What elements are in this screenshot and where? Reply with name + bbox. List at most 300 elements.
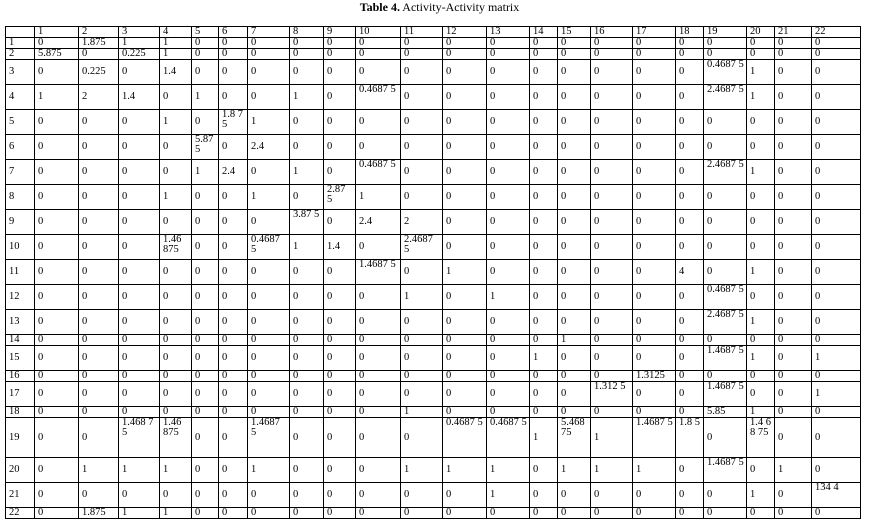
matrix-cell: 0	[775, 160, 812, 185]
matrix-cell: 0	[248, 60, 290, 85]
matrix-cell: 1	[530, 346, 558, 371]
matrix-cell: 1	[747, 483, 775, 508]
matrix-cell: 0	[119, 483, 160, 508]
matrix-cell: 0	[487, 60, 530, 85]
matrix-cell: 0	[248, 310, 290, 335]
column-header-1: 1	[35, 27, 79, 38]
matrix-cell: 0	[35, 110, 79, 135]
row-header-cell: 8	[6, 185, 35, 210]
matrix-cell: 0	[160, 371, 192, 382]
matrix-cell: 1.8 75	[219, 110, 248, 135]
matrix-cell: 0	[290, 382, 324, 407]
matrix-cell: 0	[704, 135, 747, 160]
matrix-cell: 1	[160, 110, 192, 135]
matrix-cell: 1	[119, 38, 160, 49]
matrix-cell: 0	[119, 210, 160, 235]
matrix-cell: 1.4687 5	[633, 418, 676, 458]
matrix-cell: 0	[487, 135, 530, 160]
row-header-cell: 18	[6, 407, 35, 418]
matrix-cell: 0	[290, 483, 324, 508]
table-row	[6, 160, 861, 185]
matrix-cell: 0	[558, 310, 591, 335]
matrix-cell: 0	[119, 382, 160, 407]
matrix-cell: 0	[248, 346, 290, 371]
matrix-cell: 0	[591, 346, 633, 371]
matrix-cell: 0	[290, 135, 324, 160]
row-header-cell: 2	[6, 49, 35, 60]
matrix-cell: 1.875	[79, 38, 119, 49]
matrix-cell: 0	[192, 110, 219, 135]
matrix-cell: 0.4687 5	[356, 85, 401, 110]
matrix-cell: 0	[324, 49, 356, 60]
matrix-cell: 0	[530, 310, 558, 335]
matrix-cell: 0	[812, 110, 861, 135]
matrix-cell: 2.4	[248, 135, 290, 160]
matrix-cell: 0	[219, 260, 248, 285]
table-row	[6, 235, 861, 260]
matrix-cell: 5.468 75	[558, 418, 591, 458]
matrix-cell: 0	[119, 407, 160, 418]
matrix-cell: 0	[401, 85, 443, 110]
matrix-cell: 0	[812, 371, 861, 382]
matrix-cell: 0	[356, 110, 401, 135]
matrix-cell: 2.4687 5	[401, 235, 443, 260]
matrix-cell: 0	[290, 371, 324, 382]
matrix-cell: 0	[812, 418, 861, 458]
matrix-cell: 0	[192, 49, 219, 60]
matrix-cell: 0.4687 5	[704, 285, 747, 310]
matrix-cell: 0	[558, 508, 591, 519]
matrix-cell: 0	[79, 110, 119, 135]
matrix-cell: 2.4	[219, 160, 248, 185]
matrix-cell: 0	[704, 508, 747, 519]
column-header-18: 18	[676, 27, 704, 38]
matrix-cell: 0	[119, 346, 160, 371]
matrix-cell: 0	[324, 508, 356, 519]
matrix-cell: 0	[443, 210, 487, 235]
matrix-cell: 0	[443, 49, 487, 60]
row-header-cell: 16	[6, 371, 35, 382]
table-row	[6, 310, 861, 335]
matrix-cell: 0	[35, 160, 79, 185]
matrix-cell: 1	[558, 335, 591, 346]
matrix-cell: 0	[160, 382, 192, 407]
table-row	[6, 382, 861, 407]
matrix-cell: 0	[591, 210, 633, 235]
matrix-cell: 0	[290, 110, 324, 135]
matrix-cell: 0	[747, 235, 775, 260]
matrix-cell: 1.4	[119, 85, 160, 110]
matrix-cell: 0	[401, 160, 443, 185]
matrix-cell: 0	[591, 508, 633, 519]
row-header-cell: 11	[6, 260, 35, 285]
matrix-cell: 0	[119, 60, 160, 85]
matrix-cell: 1	[747, 346, 775, 371]
table-caption-text: Activity-Activity matrix	[399, 0, 520, 14]
matrix-cell: 0	[530, 407, 558, 418]
matrix-cell: 0	[775, 407, 812, 418]
matrix-cell: 0	[704, 260, 747, 285]
matrix-cell: 2.4687 5	[704, 160, 747, 185]
matrix-cell: 0	[530, 210, 558, 235]
matrix-cell: 0	[290, 38, 324, 49]
matrix-cell: 0	[530, 60, 558, 85]
matrix-cell: 0	[676, 110, 704, 135]
matrix-cell: 0	[248, 49, 290, 60]
matrix-cell: 0	[160, 210, 192, 235]
matrix-cell: 0	[775, 185, 812, 210]
matrix-cell: 1	[119, 508, 160, 519]
matrix-cell: 0	[676, 185, 704, 210]
matrix-cell: 1	[160, 38, 192, 49]
matrix-cell: 1	[591, 458, 633, 483]
matrix-cell: 0	[290, 285, 324, 310]
matrix-cell: 0	[747, 371, 775, 382]
matrix-cell: 0	[812, 235, 861, 260]
matrix-cell: 0	[79, 371, 119, 382]
matrix-cell: 0	[487, 38, 530, 49]
matrix-cell: 0	[324, 135, 356, 160]
matrix-cell: 1	[290, 85, 324, 110]
matrix-cell: 0	[443, 135, 487, 160]
matrix-cell: 1	[160, 508, 192, 519]
matrix-cell: 0	[775, 310, 812, 335]
matrix-cell: 0	[487, 382, 530, 407]
matrix-cell: 0	[443, 382, 487, 407]
matrix-cell: 0	[591, 160, 633, 185]
matrix-cell: 0	[443, 185, 487, 210]
matrix-cell: 0	[530, 38, 558, 49]
matrix-cell: 0	[591, 60, 633, 85]
matrix-cell: 0	[676, 60, 704, 85]
matrix-cell: 0	[812, 458, 861, 483]
matrix-cell: 0	[290, 407, 324, 418]
row-header-cell: 9	[6, 210, 35, 235]
matrix-cell: 2	[401, 210, 443, 235]
matrix-cell: 0	[812, 60, 861, 85]
matrix-cell: 0	[775, 60, 812, 85]
matrix-cell: 0	[530, 483, 558, 508]
matrix-cell: 0	[192, 458, 219, 483]
matrix-cell: 1	[812, 346, 861, 371]
matrix-cell: 0	[633, 285, 676, 310]
matrix-cell: 0	[676, 483, 704, 508]
matrix-cell: 1	[775, 458, 812, 483]
matrix-cell: 0	[248, 382, 290, 407]
matrix-cell: 0	[633, 346, 676, 371]
matrix-cell: 0	[356, 382, 401, 407]
matrix-cell: 0	[704, 49, 747, 60]
matrix-cell: 0	[812, 407, 861, 418]
matrix-cell: 0	[530, 335, 558, 346]
row-header-cell: 12	[6, 285, 35, 310]
matrix-cell: 1.875	[79, 508, 119, 519]
matrix-cell: 1	[248, 185, 290, 210]
table-body	[6, 38, 861, 519]
table-row	[6, 260, 861, 285]
column-header-19: 19	[704, 27, 747, 38]
matrix-cell: 0	[676, 85, 704, 110]
matrix-cell: 0	[633, 135, 676, 160]
matrix-cell: 0	[248, 210, 290, 235]
matrix-cell: 0	[356, 346, 401, 371]
matrix-cell: 1.3125	[633, 371, 676, 382]
matrix-cell: 0	[775, 371, 812, 382]
matrix-cell: 0	[704, 371, 747, 382]
matrix-cell: 0	[35, 285, 79, 310]
matrix-cell: 0	[530, 110, 558, 135]
matrix-cell: 0	[356, 60, 401, 85]
matrix-cell: 1	[487, 483, 530, 508]
row-header-cell: 10	[6, 235, 35, 260]
matrix-cell: 0	[192, 285, 219, 310]
matrix-cell: 0	[192, 235, 219, 260]
matrix-cell: 0	[79, 210, 119, 235]
matrix-cell: 0	[192, 407, 219, 418]
matrix-cell: 0	[558, 382, 591, 407]
matrix-cell: 0	[324, 110, 356, 135]
matrix-cell: 0	[324, 371, 356, 382]
matrix-cell: 0.4687 5	[704, 60, 747, 85]
matrix-cell: 0	[248, 508, 290, 519]
matrix-cell: 1.4687 5	[356, 260, 401, 285]
matrix-cell: 0	[558, 260, 591, 285]
matrix-cell: 0	[633, 407, 676, 418]
matrix-cell: 1	[356, 185, 401, 210]
matrix-cell: 0	[775, 346, 812, 371]
matrix-cell: 0	[324, 160, 356, 185]
matrix-cell: 1	[248, 110, 290, 135]
matrix-cell: 0	[356, 335, 401, 346]
matrix-cell: 0	[704, 235, 747, 260]
matrix-cell: 0	[192, 260, 219, 285]
matrix-cell: 0	[443, 346, 487, 371]
matrix-cell: 1.312 5	[591, 382, 633, 407]
matrix-cell: 0	[160, 135, 192, 160]
column-header-15: 15	[558, 27, 591, 38]
matrix-cell: 0	[192, 185, 219, 210]
matrix-cell: 0	[633, 38, 676, 49]
matrix-cell: 1	[401, 407, 443, 418]
matrix-cell: 0	[401, 260, 443, 285]
matrix-cell: 0	[530, 135, 558, 160]
table-caption-label: Table 4.	[359, 0, 400, 14]
matrix-cell: 0	[558, 60, 591, 85]
matrix-cell: 0	[401, 483, 443, 508]
matrix-cell: 0	[775, 285, 812, 310]
matrix-cell: 0	[219, 382, 248, 407]
matrix-cell: 1	[747, 85, 775, 110]
matrix-cell: 0	[443, 508, 487, 519]
matrix-cell: 0	[775, 85, 812, 110]
matrix-cell: 1	[747, 60, 775, 85]
matrix-cell: 0	[704, 418, 747, 458]
matrix-cell: 0	[324, 60, 356, 85]
row-header-cell: 1	[6, 38, 35, 49]
row-header-cell: 22	[6, 508, 35, 519]
matrix-cell: 0	[676, 346, 704, 371]
matrix-cell: 0	[401, 508, 443, 519]
matrix-cell: 0	[119, 110, 160, 135]
matrix-cell: 1	[487, 458, 530, 483]
matrix-cell: 0	[290, 418, 324, 458]
matrix-cell: 0	[79, 235, 119, 260]
matrix-cell: 0	[192, 418, 219, 458]
matrix-cell: 0	[775, 49, 812, 60]
matrix-cell: 0	[530, 285, 558, 310]
matrix-cell: 0	[558, 110, 591, 135]
column-header-22: 22	[812, 27, 861, 38]
matrix-cell: 0	[35, 38, 79, 49]
matrix-cell: 0	[558, 371, 591, 382]
matrix-cell: 0	[35, 210, 79, 235]
matrix-cell: 0	[747, 38, 775, 49]
matrix-cell: 0	[704, 335, 747, 346]
matrix-cell: 0	[558, 235, 591, 260]
matrix-cell: 0	[747, 335, 775, 346]
matrix-cell: 0	[219, 85, 248, 110]
matrix-cell: 0	[558, 210, 591, 235]
matrix-cell: 0	[401, 335, 443, 346]
matrix-cell: 0	[812, 260, 861, 285]
matrix-cell: 1	[591, 418, 633, 458]
matrix-cell: 1	[530, 418, 558, 458]
matrix-cell: 1	[290, 235, 324, 260]
matrix-cell: 4	[676, 260, 704, 285]
matrix-cell: 0	[487, 508, 530, 519]
matrix-cell: 0	[192, 346, 219, 371]
matrix-cell: 0	[192, 38, 219, 49]
matrix-cell: 0	[633, 483, 676, 508]
matrix-cell: 0	[812, 335, 861, 346]
column-header-17: 17	[633, 27, 676, 38]
matrix-cell: 0	[558, 185, 591, 210]
matrix-cell: 0	[812, 310, 861, 335]
matrix-cell: 0	[192, 210, 219, 235]
row-header-cell: 14	[6, 335, 35, 346]
matrix-cell: 0	[324, 458, 356, 483]
matrix-cell: 0	[79, 346, 119, 371]
header-row	[6, 27, 861, 38]
matrix-cell: 0	[35, 335, 79, 346]
matrix-cell: 0	[775, 483, 812, 508]
matrix-cell: 0	[775, 235, 812, 260]
column-header-4: 4	[160, 27, 192, 38]
matrix-cell: 0	[79, 185, 119, 210]
matrix-cell: 0	[443, 160, 487, 185]
row-header-cell: 6	[6, 135, 35, 160]
matrix-cell: 0	[775, 382, 812, 407]
matrix-cell: 0	[35, 60, 79, 85]
row-header-cell: 5	[6, 110, 35, 135]
matrix-cell: 0	[290, 508, 324, 519]
matrix-cell: 0	[747, 110, 775, 135]
matrix-cell: 5.87 5	[192, 135, 219, 160]
table-row	[6, 85, 861, 110]
table-row	[6, 483, 861, 508]
matrix-cell: 0	[401, 38, 443, 49]
matrix-cell: 0	[219, 38, 248, 49]
matrix-cell: 0	[676, 210, 704, 235]
matrix-cell: 1.46 875	[160, 235, 192, 260]
matrix-cell: 1	[192, 160, 219, 185]
matrix-cell: 0	[558, 407, 591, 418]
matrix-cell: 0	[443, 38, 487, 49]
matrix-cell: 0	[558, 160, 591, 185]
matrix-cell: 1	[747, 260, 775, 285]
matrix-cell: 0.4687 5	[248, 235, 290, 260]
matrix-cell: 0	[812, 38, 861, 49]
matrix-cell: 0	[79, 335, 119, 346]
matrix-cell: 0	[443, 235, 487, 260]
matrix-cell: 0	[35, 458, 79, 483]
matrix-cell: 0	[633, 335, 676, 346]
matrix-cell: 1	[443, 260, 487, 285]
matrix-cell: 0	[812, 285, 861, 310]
matrix-cell: 1	[812, 382, 861, 407]
row-header-cell: 13	[6, 310, 35, 335]
matrix-cell: 0	[443, 483, 487, 508]
matrix-cell: 0	[35, 371, 79, 382]
matrix-cell: 0	[160, 260, 192, 285]
row-header-cell: 4	[6, 85, 35, 110]
table-row	[6, 508, 861, 519]
table-row	[6, 371, 861, 382]
matrix-cell: 0	[290, 346, 324, 371]
matrix-cell: 0	[633, 160, 676, 185]
matrix-cell: 0	[558, 346, 591, 371]
matrix-cell: 0	[290, 60, 324, 85]
matrix-cell: 1.4687 5	[704, 458, 747, 483]
column-header-10: 10	[356, 27, 401, 38]
column-header-7: 7	[248, 27, 290, 38]
matrix-cell: 0	[356, 285, 401, 310]
matrix-cell: 0	[79, 418, 119, 458]
matrix-cell: 0	[160, 160, 192, 185]
matrix-cell: 0	[676, 49, 704, 60]
column-header-3: 3	[119, 27, 160, 38]
matrix-cell: 0	[676, 335, 704, 346]
matrix-cell: 0	[676, 371, 704, 382]
table-row	[6, 38, 861, 49]
matrix-cell: 0	[35, 483, 79, 508]
matrix-cell: 0	[324, 407, 356, 418]
matrix-cell: 0	[633, 49, 676, 60]
matrix-cell: 0	[558, 49, 591, 60]
table-row	[6, 458, 861, 483]
matrix-cell: 0	[747, 285, 775, 310]
matrix-cell: 0	[591, 310, 633, 335]
matrix-cell: 0	[219, 60, 248, 85]
table-caption	[0, 0, 879, 14]
matrix-cell: 0	[812, 210, 861, 235]
matrix-cell: 0	[591, 38, 633, 49]
matrix-cell: 0	[192, 483, 219, 508]
column-header-12: 12	[443, 27, 487, 38]
matrix-cell: 0.4687 5	[443, 418, 487, 458]
matrix-cell: 0	[775, 110, 812, 135]
table-header	[6, 27, 861, 38]
matrix-cell: 1.4	[324, 235, 356, 260]
matrix-cell: 0	[35, 418, 79, 458]
matrix-cell: 0	[290, 260, 324, 285]
matrix-cell: 0	[487, 110, 530, 135]
matrix-cell: 0	[356, 235, 401, 260]
column-header-9: 9	[324, 27, 356, 38]
matrix-cell: 0	[591, 185, 633, 210]
matrix-cell: 0	[79, 285, 119, 310]
matrix-cell: 0	[530, 235, 558, 260]
